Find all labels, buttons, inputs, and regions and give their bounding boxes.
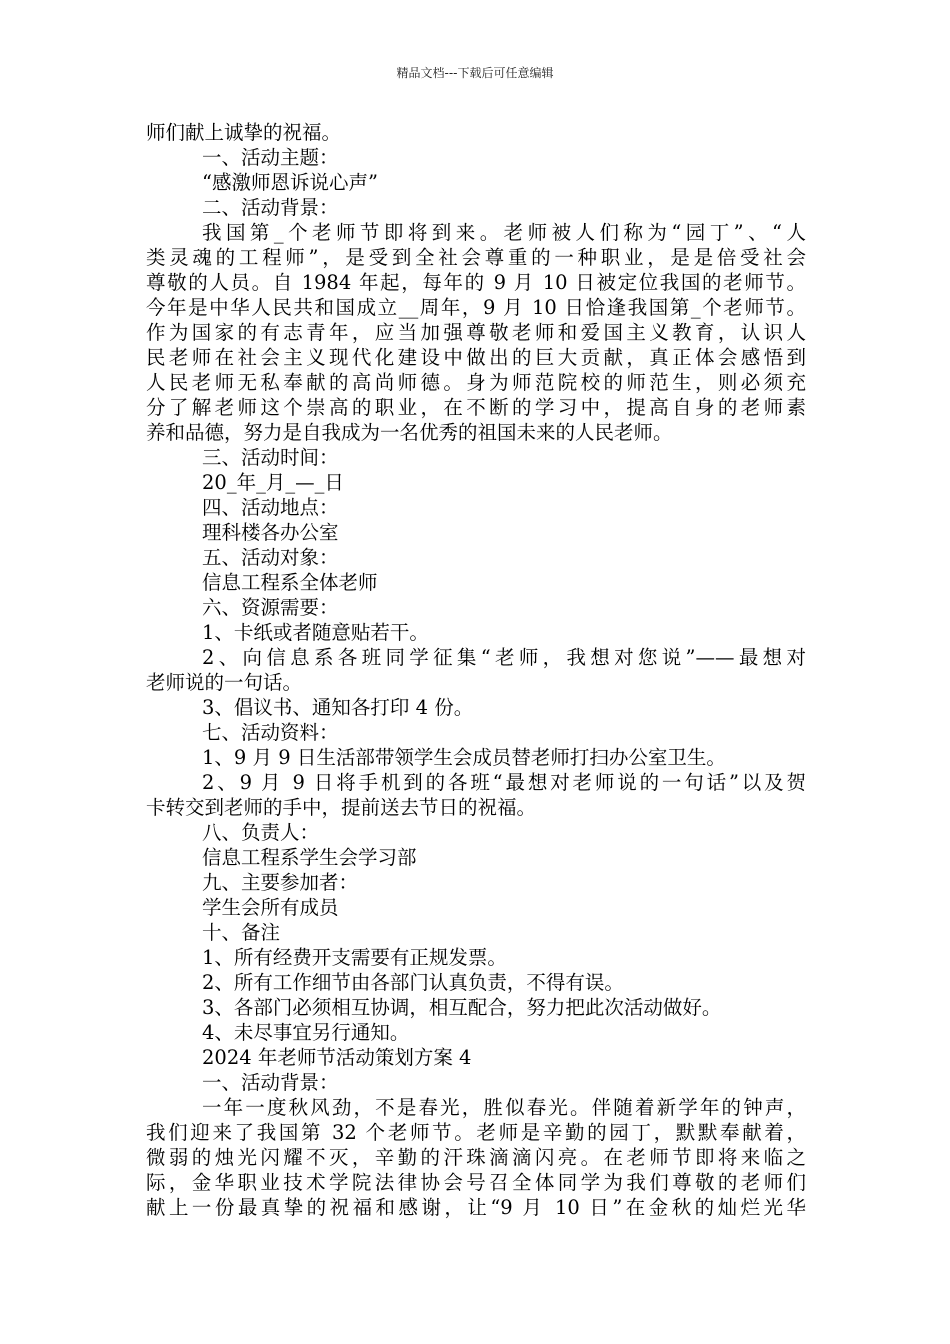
- section-heading: 一、活动背景：: [202, 1071, 339, 1094]
- section-heading: 五、活动对象：: [202, 546, 339, 569]
- list-item: 1、卡纸或者随意贴若干。: [202, 621, 429, 644]
- body-line: 师们献上诚挚的祝福。: [146, 121, 342, 144]
- paragraph-line: 尊敬的人员。自 1984 年起，每年的 9 月 10 日被定位我国的老师节。: [146, 271, 806, 294]
- section-heading: 八、负责人：: [202, 821, 320, 844]
- paragraph-line: 今年是中华人民共和国成立__周年，9 月 10 日恰逢我国第_个老师节。: [146, 296, 806, 319]
- body-line: 学生会所有成员: [202, 896, 339, 919]
- paragraph-line: 民老师在社会主义现代化建设中做出的巨大贡献，真正体会感悟到: [146, 346, 806, 369]
- section-heading: 四、活动地点：: [202, 496, 339, 519]
- paragraph-line: 一年一度秋风劲，不是春光，胜似春光。伴随着新学年的钟声，: [202, 1096, 806, 1119]
- section-heading: 六、资源需要：: [202, 596, 339, 619]
- paragraph-line: 作为国家的有志青年，应当加强尊敬老师和爱国主义教育，认识人: [146, 321, 806, 344]
- page-header: 精品文档---下载后可任意编辑: [396, 66, 554, 80]
- body-line: 理科楼各办公室: [202, 521, 339, 544]
- paragraph-line: 类灵魂的工程师”，是受到全社会尊重的一种职业，是是倍受社会: [146, 246, 806, 269]
- list-item-continued: 老师说的一句话。: [146, 671, 303, 694]
- section-heading: 一、活动主题：: [202, 146, 339, 169]
- list-item-continued: 卡转交到老师的手中，提前送去节日的祝福。: [146, 796, 537, 819]
- section-heading: 七、活动资料：: [202, 721, 339, 744]
- body-line: 信息工程系学生会学习部: [202, 846, 417, 869]
- list-item: 3、倡议书、通知各打印 4 份。: [202, 696, 474, 719]
- section-heading: 九、主要参加者：: [202, 871, 359, 894]
- list-item: 4、未尽事宜另行通知。: [202, 1021, 410, 1044]
- list-item: 2、向信息系各班同学征集“老师，我想对您说”——最想对: [202, 646, 806, 669]
- list-item: 1、所有经费开支需要有正规发票。: [202, 946, 507, 969]
- body-line: 信息工程系全体老师: [202, 571, 378, 594]
- paragraph-line: 我国第_个老师节即将到来。老师被人们称为“园丁”、“人: [202, 221, 806, 244]
- section-heading: 二、活动背景：: [202, 196, 339, 219]
- section-heading: 十、备注: [202, 921, 281, 944]
- plan-title: 2024 年老师节活动策划方案 4: [202, 1046, 472, 1069]
- paragraph-line: 微弱的烛光闪耀不灭，辛勤的汗珠滴滴闪亮。在老师节即将来临之: [146, 1146, 806, 1169]
- paragraph-line: 际，金华职业技术学院法律协会号召全体同学为我们尊敬的老师们: [146, 1171, 806, 1194]
- list-item: 2、9 月 9 日将手机到的各班“最想对老师说的一句话”以及贺: [202, 771, 806, 794]
- paragraph-line: 我们迎来了我国第 32 个老师节。老师是辛勤的园丁，默默奉献着，: [146, 1121, 806, 1144]
- body-line: 20_年_月_—_日: [202, 471, 344, 494]
- paragraph-line: 人民老师无私奉献的高尚师德。身为师范院校的师范生，则必须充: [146, 371, 806, 394]
- list-item: 2、所有工作细节由各部门认真负责，不得有误。: [202, 971, 624, 994]
- list-item: 3、各部门必须相互协调，相互配合，努力把此次活动做好。: [202, 996, 722, 1019]
- paragraph-line: 分了解老师这个崇高的职业，在不断的学习中，提高自身的老师素: [146, 396, 806, 419]
- document-body: [146, 120, 806, 1220]
- section-heading: 三、活动时间：: [202, 446, 339, 469]
- paragraph-line: 养和品德，努力是自我成为一名优秀的祖国未来的人民老师。: [146, 421, 673, 444]
- paragraph-line: 献上一份最真挚的祝福和感谢，让“9 月 10 日”在金秋的灿烂光华: [146, 1196, 806, 1219]
- body-line: “感激师恩诉说心声”: [202, 171, 378, 194]
- list-item: 1、9 月 9 日生活部带领学生会成员替老师打扫办公室卫生。: [202, 746, 726, 769]
